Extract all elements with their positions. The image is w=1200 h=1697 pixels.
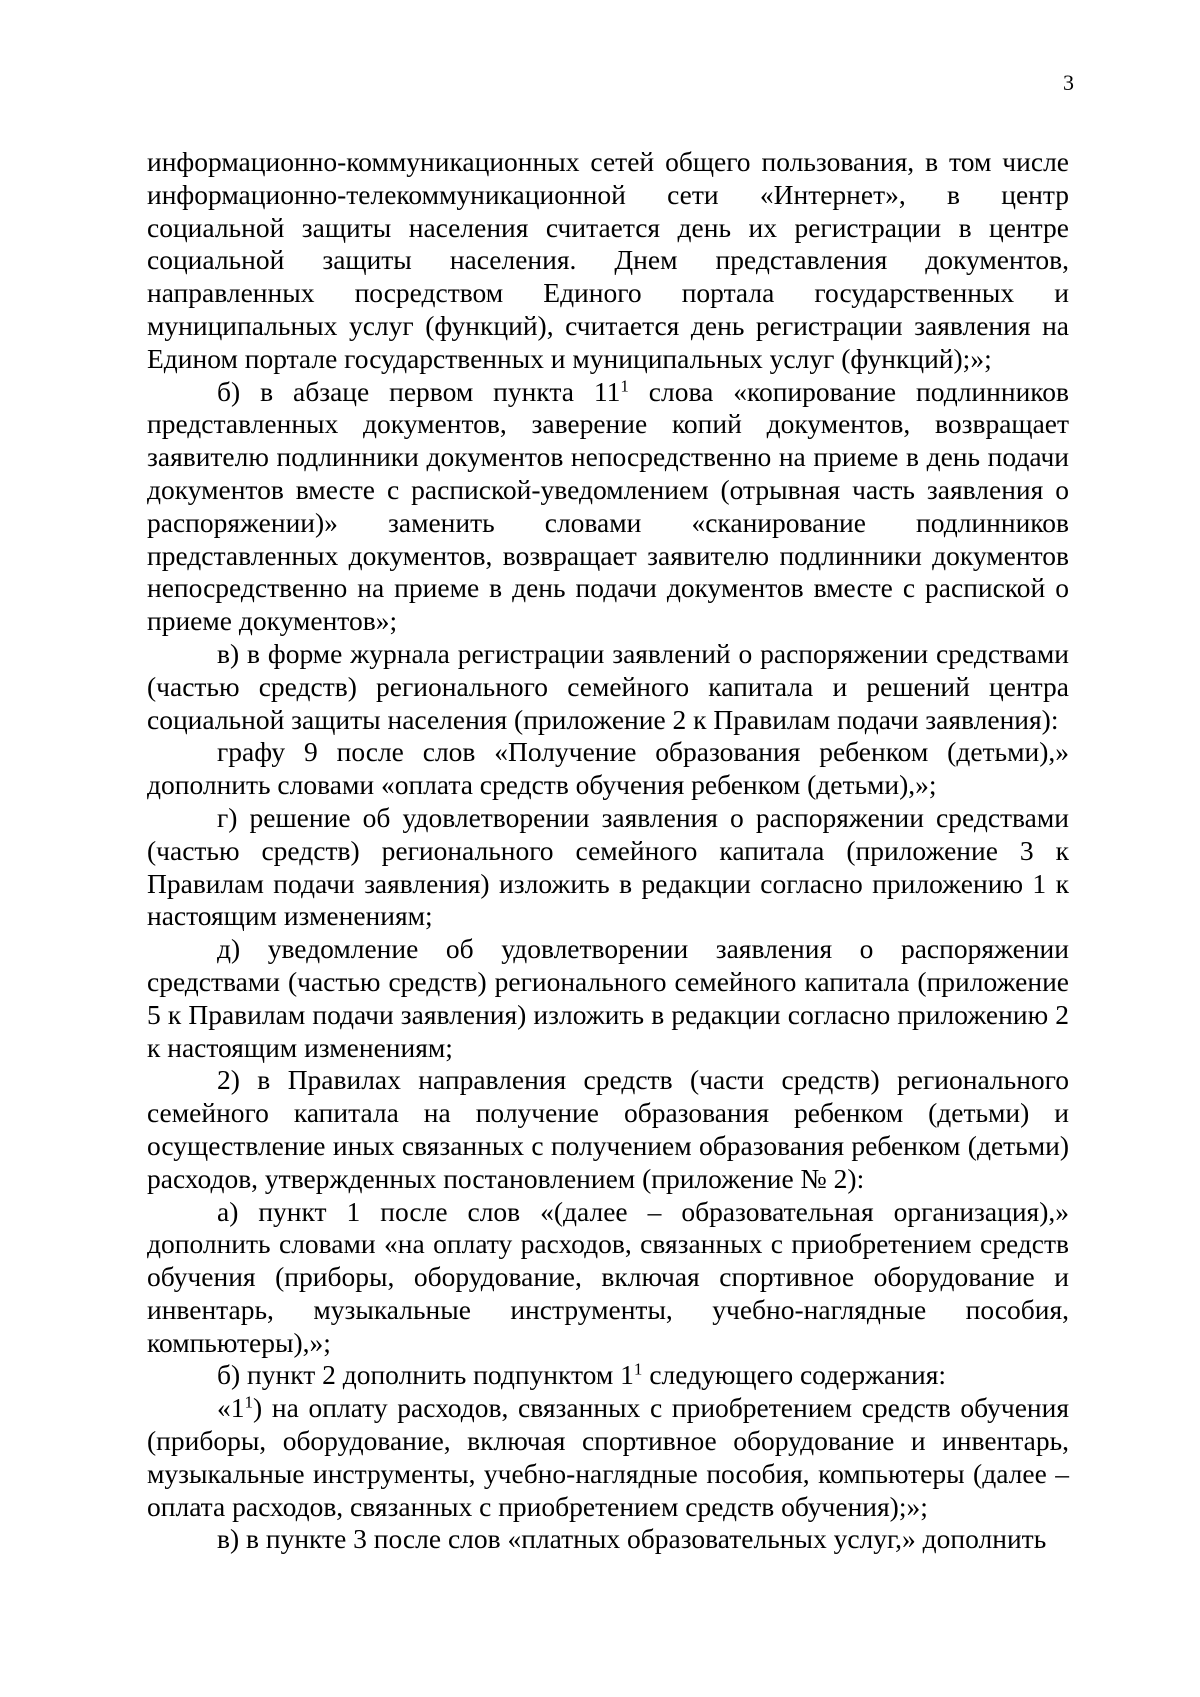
paragraph-item-g-reshenie: г) решение об удовлетворении заявления о распоряжении средствами (частью средств) регионального семейного капитала (приложение 3 к Правилам подачи заявления) изложить в редакции согласно приложению 1 к настоящим изменениям; <box>147 801 1069 932</box>
paragraph-item-a-punkt-1: а) пункт 1 после слов «(далее – образовательная организация),» дополнить словами «на оплату расходов, связанных с приобретением средств обучения (приборы, оборудование, включая спортивное оборудование и инвентарь, музыкальные инструменты, учебно-наглядные пособия, компьютеры),»; <box>147 1195 1069 1358</box>
paragraph-text: б) пункт 2 дополнить подпунктом 1 <box>217 1359 634 1391</box>
paragraph-item-d-uvedomlenie: д) уведомление об удовлетворении заявления о распоряжении средствами (частью средств) регионального семейного капитала (приложение 5 к Правилам подачи заявления) изложить в редакции согласно приложению 2 к настоящим изменениям; <box>147 933 1069 1063</box>
document-body <box>147 146 1069 1556</box>
superscript: 1 <box>633 1360 643 1380</box>
page-number: 3 <box>1063 70 1074 95</box>
paragraph-item-v-forma: в) в форме журнала регистрации заявлений о распоряжении средствами (частью средств) регионального семейного капитала и решений центра социальной защиты населения (приложение 2 к Правилам подачи заявления): <box>147 637 1069 735</box>
superscript: 1 <box>244 1392 254 1412</box>
paragraph-grafa-9: графу 9 после слов «Получение образования ребенком (детьми),» дополнить словами «оплата средств обучения ребенком (детьми),»; <box>147 736 1069 801</box>
paragraph-continuation: информационно-коммуникационных сетей общего пользования, в том числе информационно-телекоммуникационной сети «Интернет», в центр социальной защиты населения считается день их регистрации в центре социальной защиты населения. Днем представления документов, направленных посредством Единого портала государственных и муниципальных услуг (функций), считается день регистрации заявления на Едином портале государственных и муниципальных услуг (функций);»; <box>147 146 1069 374</box>
paragraph-text: слова «копирование подлинников представленных документов, заверение копий документов, возвращает заявителю подлинники документов непосредственно на приеме в день подачи документов вместе с распиской-уведомлением (отрывная часть заявления о распоряжении)» заменить словами «сканирование подлинников представленных документов, возвращает заявителю подлинники документов непосредственно на приеме в день подачи документов вместе с распиской о приеме документов»; <box>147 375 1069 637</box>
paragraph-item-v-punkt-3: в) в пункте 3 после слов «платных образовательных услуг,» дополнить <box>217 1523 1047 1555</box>
paragraph-item-b-abzac <box>147 376 1069 638</box>
paragraph-subitem-1-1 <box>147 1392 1069 1523</box>
paragraph-text: «1 <box>217 1392 245 1424</box>
paragraph-text: ) на оплату расходов, связанных с приобретением средств обучения (приборы, оборудование, включая спортивное оборудование и инвентарь, музыкальные инструменты, учебно-наглядные пособия, компьютеры (далее – оплата расходов, связанных с приобретением средств обучения);»; <box>147 1392 1069 1522</box>
paragraph-text: б) в абзаце первом пункта 11 <box>217 375 621 407</box>
paragraph-text: следующего содержания: <box>642 1359 947 1391</box>
paragraph-item-2-pravila: 2) в Правилах направления средств (части средств) регионального семейного капитала на получение образования ребенком (детьми) и осуществление иных связанных с получением образования ребенком (детьми) расходов, утвержденных постановлением (приложение № 2): <box>147 1064 1069 1194</box>
paragraph-item-b-punkt-2 <box>147 1359 1069 1392</box>
superscript: 1 <box>620 376 629 396</box>
